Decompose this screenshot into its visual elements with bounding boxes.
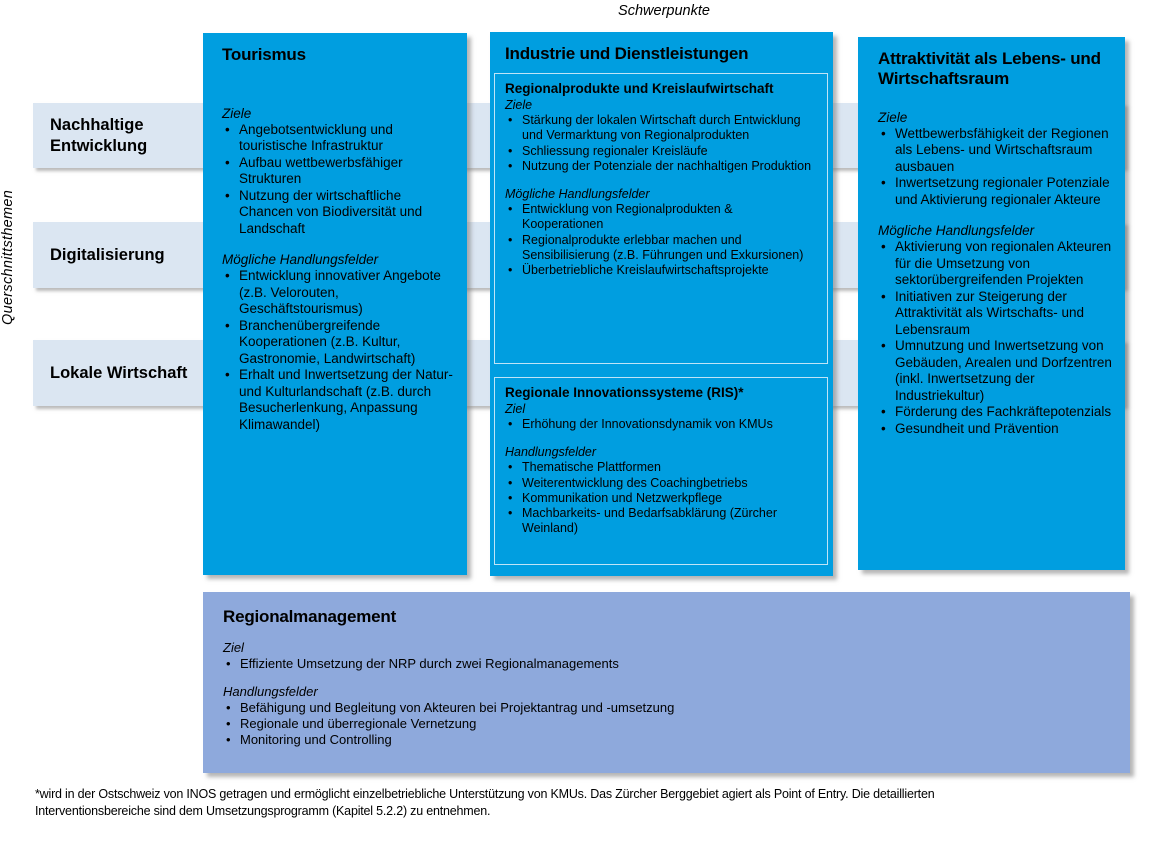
section-handlungsfelder xyxy=(222,252,454,433)
bullet-item: • Aufbau wettbewerbsfähiger Strukturen xyxy=(222,155,454,188)
bullet-item: • Nutzung der Potenziale der nachhaltigen Produktion xyxy=(505,159,817,174)
column-title: Attraktivität als Lebens- und Wirtschaftsraum xyxy=(878,49,1101,89)
box-title: Regionalmanagement xyxy=(223,607,397,626)
bullet-item: • Aktivierung von regionalen Akteuren für die Umsetzung von sektorübergreifenden Projekten xyxy=(878,239,1117,288)
bullet-item: • Umnutzung und Inwertsetzung von Gebäuden, Arealen und Dorfzentren (inkl. Inwertsetzung der Industriekultur) xyxy=(878,338,1117,404)
bullet-list xyxy=(878,126,1117,208)
section-handlungsfelder xyxy=(505,187,817,278)
bullet-item: • Stärkung der lokalen Wirtschaft durch Entwicklung und Vermarktung von Regionalprodukten xyxy=(505,113,817,144)
subbox-title: Regionale Innovationssysteme (RIS)* xyxy=(505,385,744,400)
section-label: Handlungsfelder xyxy=(223,683,318,699)
section-ziel xyxy=(505,402,817,432)
section-label: Ziel xyxy=(505,402,526,416)
bullet-item: • Thematische Plattformen xyxy=(505,460,817,475)
bullet-item: • Förderung des Fachkräftepotenzials xyxy=(878,404,1117,420)
bullet-item: • Überbetriebliche Kreislaufwirtschaftsprojekte xyxy=(505,263,817,278)
section-label: Ziele xyxy=(505,98,533,112)
bullet-item: • Kommunikation und Netzwerkpflege xyxy=(505,491,817,506)
section-label: Mögliche Handlungsfelder xyxy=(222,252,379,268)
bullet-item: • Nutzung der wirtschaftliche Chancen von Biodiversität und Landschaft xyxy=(222,188,454,237)
bullet-item: • Inwertsetzung regionaler Potenziale und Aktivierung regionaler Akteure xyxy=(878,175,1117,208)
bullet-list xyxy=(505,113,817,174)
bullet-item: • Weiterentwicklung des Coachingbetriebs xyxy=(505,476,817,491)
section-ziele xyxy=(222,106,454,237)
bullet-item: • Wettbewerbsfähigkeit der Regionen als Lebens- und Wirtschaftsraum ausbauen xyxy=(878,126,1117,175)
footnote-line: Interventionsbereiche sind dem Umsetzungsprogramm (Kapitel 5.2.2) zu entnehmen. xyxy=(35,803,491,818)
subbox-regionale-innovationssysteme xyxy=(494,377,828,565)
bullet-list xyxy=(222,122,454,237)
column-attraktivitaet xyxy=(858,37,1125,570)
section-handlungsfelder xyxy=(878,223,1117,437)
bullet-item: • Entwicklung von Regionalprodukten & Kooperationen xyxy=(505,202,817,233)
bullet-item: • Monitoring und Controlling xyxy=(223,732,1106,748)
footnote-line: *wird in der Ostschweiz von INOS getragen und ermöglicht einzelbetriebliche Unterstützung von KMUs. Das Zürcher Berggebiet agiert als Point of Entry. Die detaillierten xyxy=(35,787,935,801)
section-label: Ziele xyxy=(222,106,252,121)
regionalmanagement-box xyxy=(203,592,1130,773)
bullet-item: • Befähigung und Begleitung von Akteuren bei Projektantrag und -umsetzung xyxy=(223,700,1106,716)
subbox-title: Regionalprodukte und Kreislaufwirtschaft xyxy=(505,81,774,96)
column-title: Tourismus xyxy=(222,45,306,64)
bullet-list xyxy=(223,656,1106,672)
bullet-list xyxy=(223,700,1106,748)
bullet-item: • Erhalt und Inwertsetzung der Natur- und Kulturlandschaft (z.B. durch Besucherlenkung, Anpassung Klimawandel) xyxy=(222,367,454,433)
diagram-title: Schwerpunkte xyxy=(618,3,710,19)
bullet-item: • Regionale und überregionale Vernetzung xyxy=(223,716,1106,732)
column-industrie-dienstleistungen xyxy=(490,32,833,576)
section-handlungsfelder xyxy=(223,684,1106,748)
section-ziele xyxy=(505,98,817,174)
column-title: Industrie und Dienstleistungen xyxy=(505,44,749,63)
section-label: Mögliche Handlungsfelder xyxy=(505,187,650,201)
band-label: Lokale Wirtschaft xyxy=(50,363,188,382)
subbox-regionalprodukte xyxy=(494,73,828,364)
bullet-item: • Effiziente Umsetzung der NRP durch zwei Regionalmanagements xyxy=(223,656,1106,672)
bullet-list xyxy=(505,417,817,432)
bullet-list xyxy=(505,202,817,278)
band-label: Digitalisierung xyxy=(50,245,165,264)
section-label: Ziel xyxy=(223,640,244,656)
column-tourismus xyxy=(203,33,467,575)
bullet-list xyxy=(222,268,454,433)
section-ziele xyxy=(878,110,1117,208)
bullet-item: • Gesundheit und Prävention xyxy=(878,421,1117,437)
bullet-list xyxy=(505,460,817,536)
bullet-item: • Entwicklung innovativer Angebote (z.B. Velorouten, Geschäftstourismus) xyxy=(222,268,454,317)
bullet-item: • Schliessung regionaler Kreisläufe xyxy=(505,144,817,159)
bullet-item: • Machbarkeits- und Bedarfsabklärung (Zürcher Weinland) xyxy=(505,506,817,537)
cross-themes-axis-label: Querschnittsthemen xyxy=(0,189,16,326)
section-label: Handlungsfelder xyxy=(505,445,597,460)
section-handlungsfelder xyxy=(505,445,817,536)
section-ziel xyxy=(223,640,1106,672)
bullet-item: • Branchenübergreifende Kooperationen (z.B. Kultur, Gastronomie, Landwirtschaft) xyxy=(222,318,454,367)
bullet-item: • Initiativen zur Steigerung der Attraktivität als Wirtschafts- und Lebensraum xyxy=(878,289,1117,338)
bullet-list xyxy=(878,239,1117,437)
bullet-item: • Angebotsentwicklung und touristische Infrastruktur xyxy=(222,122,454,155)
footnote xyxy=(35,786,1145,820)
band-label: Nachhaltige Entwicklung xyxy=(50,116,148,155)
section-label: Ziele xyxy=(878,110,908,125)
bullet-item: • Regionalprodukte erlebbar machen und Sensibilisierung (z.B. Führungen und Exkursionen) xyxy=(505,233,817,264)
section-label: Mögliche Handlungsfelder xyxy=(878,223,1035,239)
bullet-item: • Erhöhung der Innovationsdynamik von KMUs xyxy=(505,417,817,432)
